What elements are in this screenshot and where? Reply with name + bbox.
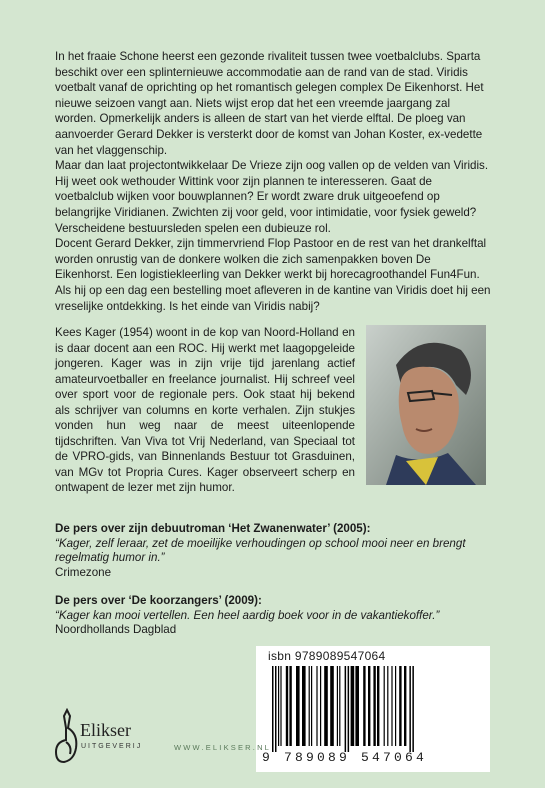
barcode-bar — [275, 666, 277, 752]
barcode-bar — [311, 666, 312, 746]
barcode-bar — [330, 666, 334, 746]
publisher-logo — [52, 708, 162, 768]
barcode-digits: 9 789089 547064 — [262, 750, 428, 765]
press-quote-2 — [55, 594, 495, 638]
barcode-bar — [373, 666, 375, 746]
barcode-bar — [368, 666, 370, 746]
barcode-bar — [339, 666, 340, 746]
press-quote-1 — [55, 522, 495, 580]
barcode-bar — [395, 666, 396, 746]
barcode-bar — [399, 666, 401, 746]
publisher-name: Elikser — [80, 720, 131, 740]
barcode-bar — [387, 666, 388, 746]
barcode-bar — [324, 666, 328, 746]
press-quote: “Kager, zelf leraar, zet de moeilijke verhoudingen op school mooi neer en brengt regelmatig humor in.” — [55, 536, 466, 564]
barcode — [256, 646, 490, 772]
blurb-paragraph: Maar dan laat projectontwikkelaar De Vrieze zijn oog vallen op de velden van Viridis. Hij weet ook wethouder Wittink voor zijn plannen te interesseren. Gaat de voetbalclub wijken voor bouwplannen? Er wordt zware druk uitgeoefend op belangrijke Viridianen. Zwichten zij voor geld, voor intimidatie, voor fysiek geweld? Verscheidene bestuursleden spelen een dubieuze rol. — [55, 159, 489, 235]
barcode-bar — [296, 666, 300, 746]
press-source: Crimezone — [55, 565, 112, 579]
author-photo — [366, 325, 486, 485]
press-heading: De pers over zijn debuutroman ‘Het Zwanenwater’ (2005): — [55, 522, 371, 535]
barcode-bar — [409, 666, 411, 752]
press-source: Noordhollands Dagblad — [55, 623, 177, 636]
barcode-bar — [272, 666, 274, 752]
barcode-bar — [363, 666, 365, 746]
publisher-website: WWW.ELIKSER.NL — [174, 743, 272, 752]
barcode-bar — [280, 666, 281, 746]
barcode-bar — [320, 666, 321, 746]
barcode-bar — [302, 666, 306, 746]
blurb-paragraph: In het fraaie Schone heerst een gezonde rivaliteit tussen twee voetbalclubs. Sparta beschikt over een splinternieuwe accommodatie aan de rand van de stad. Viridis voetbalt vanaf de oprichting op het romantisch gelegen complex De Eikenhorst. Het nieuwe seizoen vangt aan. Niets wijst erop dat het een vreemde jaargang zal worden. Opmerkelijk anders is alleen de start van het vierde elftal. De ploeg van aanvoerder Gerard Dekker is versterkt door de komst van Johan Koster, ex-vedette van het vlaggenschip. — [55, 50, 484, 157]
barcode-bar — [377, 666, 379, 746]
barcode-bar — [316, 666, 317, 746]
author-bio: Kees Kager (1954) woont in de kop van Noord-Holland en is daar docent aan een ROC. Hij werkt met laagopgeleide jongeren. Kager was in zijn vrije tijd jarenlang actief amateurvoetballer en freelance journalist. Hij schreef veel over sport voor de regionale pers. Ook staat hij bekend als schrijver van columns en korte verhalen. Zijn stukjes vonden hun weg naar de meest uiteenlopende tijdschriften. Van Viva tot Vrij Nederland, van Speciaal tot de VPRO-gids, van Binnenlands Bestuur tot Grasduinen, van MGv tot Propria Cures. Kager observeert scherp en ontwapent de lezer met zijn humor. — [55, 326, 355, 494]
barcode-bar — [278, 666, 279, 746]
barcode-bar — [391, 666, 392, 746]
blurb-text — [55, 49, 491, 314]
blurb-paragraph: Docent Gerard Dekker, zijn timmervriend Flop Pastoor en de rest van het drankelftal worden onrustig van de donkere wolken die zich samenpakken boven De Eikenhorst. Een logistiekleerling van Dekker werkt bij horecagroothandel Fun4Fun. Als hij op een dag een bestelling moet afleveren in de kantine van Viridis doet hij een vreselijke ontdekking. Is het einde van Viridis nabij? — [55, 237, 491, 313]
barcode-bar — [351, 666, 355, 746]
barcode-bar — [348, 666, 350, 752]
barcode-bar — [384, 666, 385, 746]
barcode-bar — [309, 666, 310, 746]
press-heading: De pers over ‘De koorzangers’ (2009): — [55, 594, 262, 607]
quill-logo-icon — [52, 708, 82, 768]
barcode-bar — [289, 666, 291, 746]
barcode-bar — [412, 666, 414, 752]
barcode-bar — [355, 666, 359, 746]
barcode-bar — [404, 666, 406, 746]
isbn-label: isbn 9789089547064 — [268, 649, 386, 663]
barcode-bar — [337, 666, 338, 746]
barcode-bar — [345, 666, 347, 752]
barcode-bars — [268, 666, 478, 752]
barcode-bar — [286, 666, 288, 746]
press-quote: “Kager kan mooi vertellen. Een heel aardig boek voor in de vakantiekoffer.” — [55, 608, 440, 622]
publisher-subtitle: UITGEVERIJ — [81, 743, 143, 750]
